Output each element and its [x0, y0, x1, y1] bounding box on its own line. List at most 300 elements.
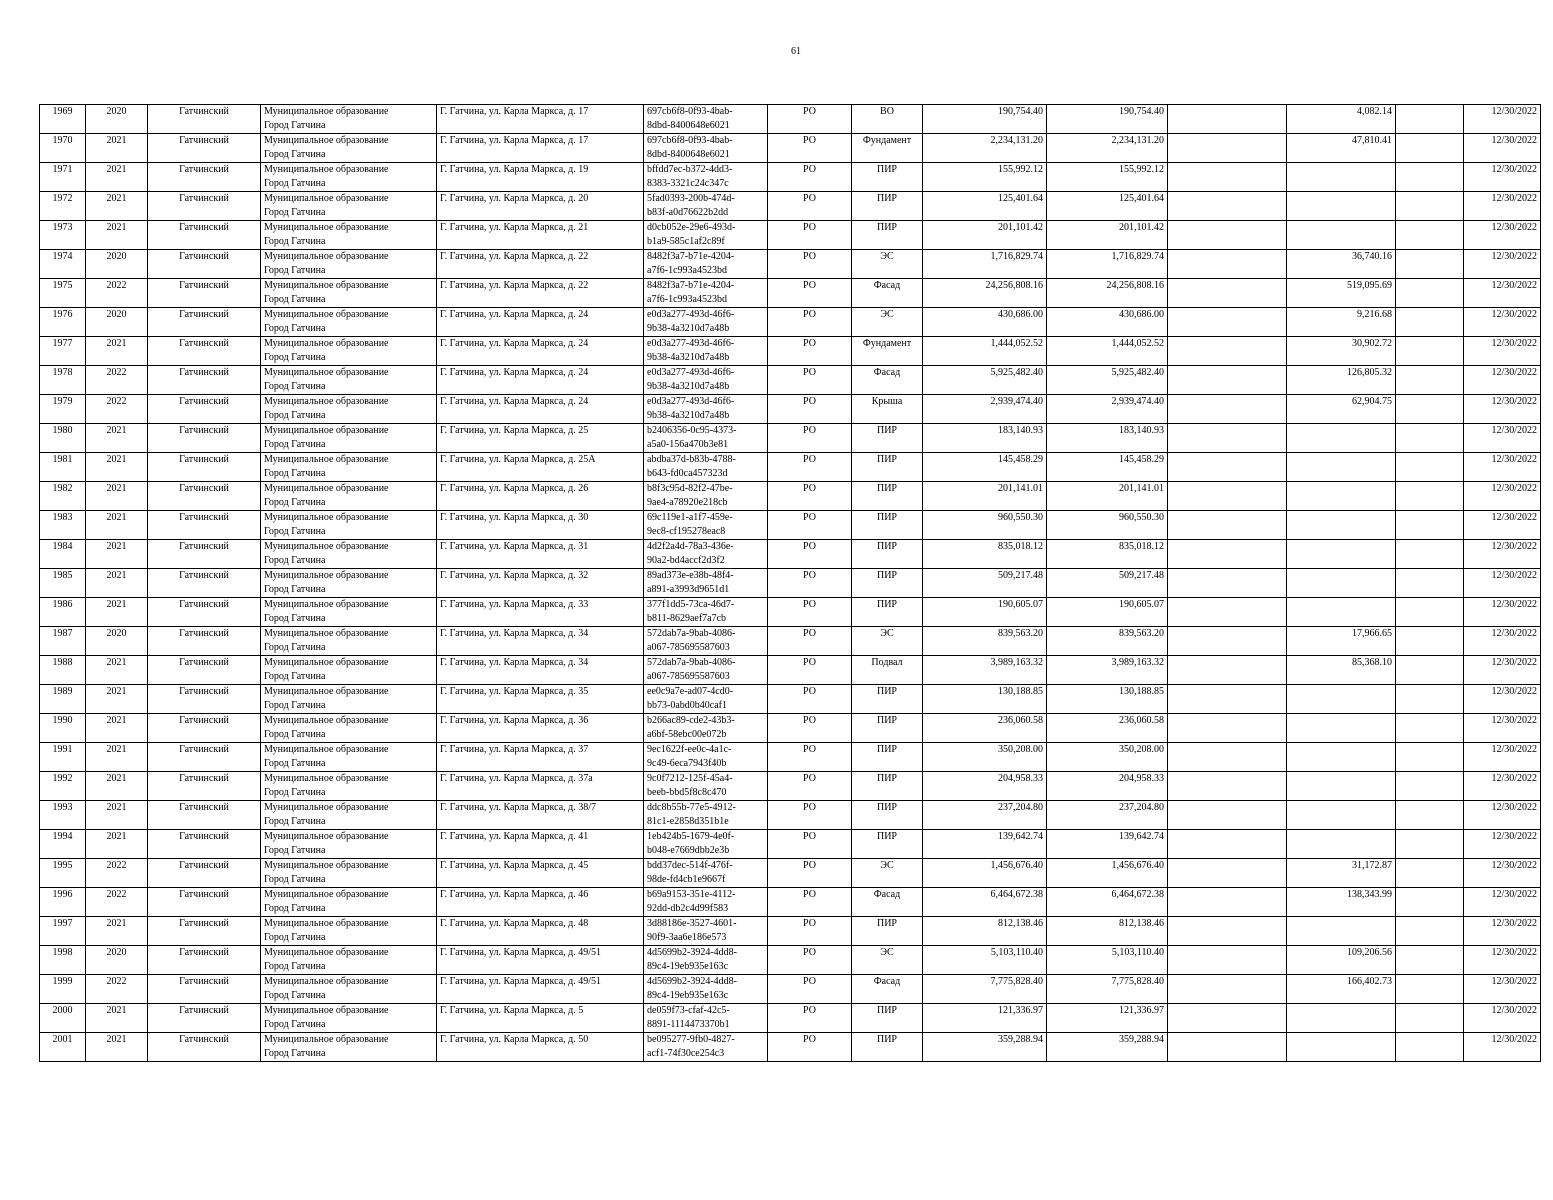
cell-guid — [644, 917, 768, 946]
cell-number: 1990 — [40, 714, 86, 743]
cell-cost-total: 155,992.12 — [1047, 163, 1168, 192]
cell-number: 1995 — [40, 859, 86, 888]
cell-empty — [1168, 859, 1287, 888]
cell-share: 17,966.65 — [1287, 627, 1396, 656]
cell-number: 1988 — [40, 656, 86, 685]
cell-year: 2021 — [86, 917, 148, 946]
table-row — [40, 511, 1541, 540]
cell-municipality-line-1: Муниципальное образование — [264, 425, 389, 436]
cell-cost: 190,754.40 — [923, 105, 1047, 134]
cell-municipality — [261, 308, 437, 337]
cell-guid-line-1: e0d3a277-493d-46f6- — [647, 367, 735, 378]
cell-date: 12/30/2022 — [1464, 975, 1541, 1004]
cell-guid-line-1: 4d2f2a4d-78a3-436e- — [647, 541, 734, 552]
cell-year: 2021 — [86, 192, 148, 221]
cell-address: Г. Гатчина, ул. Карла Маркса, д. 22 — [437, 250, 644, 279]
cell-guid — [644, 627, 768, 656]
cell-number: 1973 — [40, 221, 86, 250]
cell-share: 519,095.69 — [1287, 279, 1396, 308]
cell-guid-line-2: a5a0-156a470b3e81 — [647, 439, 729, 450]
cell-empty — [1396, 627, 1464, 656]
cell-municipality-line-2: Город Гатчина — [264, 352, 326, 363]
cell-guid-line-2: beeb-bbd5f8c8c470 — [647, 787, 727, 798]
cell-address: Г. Гатчина, ул. Карла Маркса, д. 45 — [437, 859, 644, 888]
cell-cost: 960,550.30 — [923, 511, 1047, 540]
cell-share — [1287, 772, 1396, 801]
cell-cost: 201,101.42 — [923, 221, 1047, 250]
cell-empty — [1396, 888, 1464, 917]
cell-empty — [1396, 917, 1464, 946]
cell-empty — [1168, 279, 1287, 308]
cell-guid-line-2: 92dd-db2c4d99f583 — [647, 903, 729, 914]
cell-guid — [644, 308, 768, 337]
cell-work-type: ЭС — [852, 250, 923, 279]
cell-type: РО — [768, 975, 852, 1004]
cell-guid-line-2: a6bf-58ebc00e072b — [647, 729, 727, 740]
cell-year: 2021 — [86, 453, 148, 482]
cell-municipality-line-1: Муниципальное образование — [264, 280, 389, 291]
cell-year: 2021 — [86, 424, 148, 453]
cell-empty — [1168, 482, 1287, 511]
cell-district: Гатчинский — [148, 1033, 261, 1062]
cell-municipality-line-1: Муниципальное образование — [264, 222, 389, 233]
cell-guid-line-2: 9b38-4a3210d7a48b — [647, 410, 730, 421]
cell-number: 1989 — [40, 685, 86, 714]
cell-municipality — [261, 656, 437, 685]
cell-guid — [644, 453, 768, 482]
cell-municipality-line-2: Город Гатчина — [264, 381, 326, 392]
cell-municipality — [261, 917, 437, 946]
cell-empty — [1396, 656, 1464, 685]
cell-year: 2021 — [86, 1033, 148, 1062]
cell-number: 1986 — [40, 598, 86, 627]
cell-number: 1972 — [40, 192, 86, 221]
cell-date: 12/30/2022 — [1464, 395, 1541, 424]
cell-municipality-line-1: Муниципальное образование — [264, 599, 389, 610]
cell-type: РО — [768, 743, 852, 772]
cell-guid-line-2: a067-785695587603 — [647, 671, 730, 682]
cell-district: Гатчинский — [148, 1004, 261, 1033]
cell-district: Гатчинский — [148, 221, 261, 250]
cell-cost-total: 1,456,676.40 — [1047, 859, 1168, 888]
cell-municipality-line-1: Муниципальное образование — [264, 947, 389, 958]
cell-guid-line-2: 9c49-6eca7943f40b — [647, 758, 727, 769]
cell-empty — [1168, 917, 1287, 946]
cell-year: 2020 — [86, 946, 148, 975]
cell-municipality-line-1: Муниципальное образование — [264, 541, 389, 552]
cell-empty — [1396, 598, 1464, 627]
cell-share — [1287, 1033, 1396, 1062]
cell-number: 2000 — [40, 1004, 86, 1033]
cell-guid — [644, 830, 768, 859]
cell-empty — [1396, 453, 1464, 482]
cell-empty — [1396, 337, 1464, 366]
cell-guid-line-2: a7f6-1c993a4523bd — [647, 265, 727, 276]
cell-address: Г. Гатчина, ул. Карла Маркса, д. 37 — [437, 743, 644, 772]
cell-guid-line-1: ee0c9a7e-ad07-4cd0- — [647, 686, 734, 697]
cell-municipality-line-1: Муниципальное образование — [264, 396, 389, 407]
cell-guid-line-1: b8f3c95d-82f2-47be- — [647, 483, 733, 494]
cell-address: Г. Гатчина, ул. Карла Маркса, д. 17 — [437, 105, 644, 134]
cell-address: Г. Гатчина, ул. Карла Маркса, д. 26 — [437, 482, 644, 511]
cell-date: 12/30/2022 — [1464, 511, 1541, 540]
cell-type: РО — [768, 830, 852, 859]
cell-district: Гатчинский — [148, 656, 261, 685]
cell-year: 2021 — [86, 511, 148, 540]
table-row — [40, 105, 1541, 134]
cell-district: Гатчинский — [148, 424, 261, 453]
cell-type: РО — [768, 250, 852, 279]
cell-municipality — [261, 772, 437, 801]
cell-type: РО — [768, 453, 852, 482]
cell-year: 2022 — [86, 975, 148, 1004]
cell-number: 1991 — [40, 743, 86, 772]
cell-municipality-line-1: Муниципальное образование — [264, 918, 389, 929]
cell-municipality-line-1: Муниципальное образование — [264, 454, 389, 465]
cell-district: Гатчинский — [148, 482, 261, 511]
cell-guid — [644, 714, 768, 743]
cell-empty — [1396, 308, 1464, 337]
cell-guid — [644, 975, 768, 1004]
cell-guid — [644, 192, 768, 221]
cell-empty — [1396, 482, 1464, 511]
cell-number: 1984 — [40, 540, 86, 569]
cell-address: Г. Гатчина, ул. Карла Маркса, д. 46 — [437, 888, 644, 917]
cell-empty — [1168, 1033, 1287, 1062]
cell-type: РО — [768, 685, 852, 714]
cell-empty — [1168, 772, 1287, 801]
cell-empty — [1396, 163, 1464, 192]
table-row — [40, 859, 1541, 888]
cell-cost-total: 2,939,474.40 — [1047, 395, 1168, 424]
cell-municipality-line-1: Муниципальное образование — [264, 802, 389, 813]
cell-address: Г. Гатчина, ул. Карла Маркса, д. 24 — [437, 395, 644, 424]
cell-guid — [644, 163, 768, 192]
cell-year: 2022 — [86, 366, 148, 395]
cell-guid-line-1: 5fad0393-200b-474d- — [647, 193, 735, 204]
cell-cost: 1,456,676.40 — [923, 859, 1047, 888]
cell-work-type: Фасад — [852, 366, 923, 395]
cell-work-type: ЭС — [852, 859, 923, 888]
cell-guid-line-1: 3d88186e-3527-4601- — [647, 918, 737, 929]
cell-address: Г. Гатчина, ул. Карла Маркса, д. 38/7 — [437, 801, 644, 830]
cell-empty — [1168, 105, 1287, 134]
cell-cost-total: 812,138.46 — [1047, 917, 1168, 946]
cell-year: 2020 — [86, 308, 148, 337]
cell-municipality — [261, 1004, 437, 1033]
cell-guid — [644, 250, 768, 279]
cell-municipality-line-2: Город Гатчина — [264, 1019, 326, 1030]
cell-guid — [644, 395, 768, 424]
cell-address: Г. Гатчина, ул. Карла Маркса, д. 22 — [437, 279, 644, 308]
cell-type: РО — [768, 656, 852, 685]
cell-address: Г. Гатчина, ул. Карла Маркса, д. 34 — [437, 627, 644, 656]
cell-municipality-line-1: Муниципальное образование — [264, 831, 389, 842]
cell-municipality-line-2: Город Гатчина — [264, 323, 326, 334]
table-row — [40, 134, 1541, 163]
cell-municipality — [261, 830, 437, 859]
cell-address: Г. Гатчина, ул. Карла Маркса, д. 17 — [437, 134, 644, 163]
table-row — [40, 598, 1541, 627]
cell-work-type: ПИР — [852, 511, 923, 540]
cell-number: 1985 — [40, 569, 86, 598]
cell-guid — [644, 134, 768, 163]
cell-municipality-line-2: Город Гатчина — [264, 468, 326, 479]
cell-empty — [1396, 801, 1464, 830]
cell-municipality-line-2: Город Гатчина — [264, 816, 326, 827]
cell-share — [1287, 830, 1396, 859]
cell-type: РО — [768, 134, 852, 163]
cell-cost-total: 201,101.42 — [1047, 221, 1168, 250]
cell-address: Г. Гатчина, ул. Карла Маркса, д. 25А — [437, 453, 644, 482]
table-row — [40, 453, 1541, 482]
cell-guid-line-2: a891-a3993d9651d1 — [647, 584, 730, 595]
cell-type: РО — [768, 714, 852, 743]
cell-cost: 121,336.97 — [923, 1004, 1047, 1033]
cell-work-type: ЭС — [852, 946, 923, 975]
cell-municipality-line-1: Муниципальное образование — [264, 164, 389, 175]
cell-work-type: Фасад — [852, 888, 923, 917]
cell-type: РО — [768, 946, 852, 975]
cell-work-type: ПИР — [852, 424, 923, 453]
cell-number: 1979 — [40, 395, 86, 424]
cell-type: РО — [768, 1004, 852, 1033]
cell-share: 4,082.14 — [1287, 105, 1396, 134]
cell-guid-line-1: e0d3a277-493d-46f6- — [647, 338, 735, 349]
cell-empty — [1396, 714, 1464, 743]
cell-empty — [1168, 714, 1287, 743]
cell-cost: 2,234,131.20 — [923, 134, 1047, 163]
cell-municipality-line-2: Город Гатчина — [264, 207, 326, 218]
cell-year: 2022 — [86, 888, 148, 917]
table-row — [40, 627, 1541, 656]
cell-cost-total: 350,208.00 — [1047, 743, 1168, 772]
cell-cost: 183,140.93 — [923, 424, 1047, 453]
cell-cost-total: 204,958.33 — [1047, 772, 1168, 801]
cell-guid — [644, 366, 768, 395]
cell-guid-line-2: 9ae4-a78920e218cb — [647, 497, 728, 508]
cell-cost: 237,204.80 — [923, 801, 1047, 830]
cell-municipality — [261, 395, 437, 424]
cell-date: 12/30/2022 — [1464, 714, 1541, 743]
cell-share — [1287, 192, 1396, 221]
cell-number: 1975 — [40, 279, 86, 308]
cell-date: 12/30/2022 — [1464, 134, 1541, 163]
cell-guid-line-1: bffdd7ec-b372-4dd3- — [647, 164, 733, 175]
table-row — [40, 540, 1541, 569]
cell-cost-total: 201,141.01 — [1047, 482, 1168, 511]
cell-year: 2021 — [86, 656, 148, 685]
cell-work-type: ПИР — [852, 743, 923, 772]
cell-district: Гатчинский — [148, 859, 261, 888]
cell-number: 1992 — [40, 772, 86, 801]
cell-municipality — [261, 511, 437, 540]
cell-municipality-line-2: Город Гатчина — [264, 903, 326, 914]
cell-guid-line-1: 8482f3a7-b71e-4204- — [647, 280, 735, 291]
cell-guid-line-2: 90f9-3aa6e186e573 — [647, 932, 727, 943]
cell-district: Гатчинский — [148, 714, 261, 743]
cell-year: 2020 — [86, 105, 148, 134]
cell-guid-line-1: 9c0f7212-125f-45a4- — [647, 773, 733, 784]
cell-guid-line-2: 89c4-19eb935e163c — [647, 961, 729, 972]
cell-cost-total: 236,060.58 — [1047, 714, 1168, 743]
cell-district: Гатчинский — [148, 192, 261, 221]
cell-municipality — [261, 453, 437, 482]
cell-guid — [644, 888, 768, 917]
cell-guid-line-1: abdba37d-b83b-4788- — [647, 454, 736, 465]
table-row — [40, 946, 1541, 975]
table-row — [40, 714, 1541, 743]
cell-empty — [1168, 598, 1287, 627]
cell-guid-line-1: b69a9153-351e-4112- — [647, 889, 736, 900]
cell-cost-total: 125,401.64 — [1047, 192, 1168, 221]
cell-municipality-line-1: Муниципальное образование — [264, 773, 389, 784]
cell-work-type: ПИР — [852, 598, 923, 627]
cell-guid-line-1: 572dab7a-9bab-4086- — [647, 628, 736, 639]
cell-empty — [1396, 250, 1464, 279]
cell-guid-line-2: b811-8629aef7a7cb — [647, 613, 727, 624]
cell-municipality — [261, 685, 437, 714]
cell-year: 2021 — [86, 540, 148, 569]
cell-district: Гатчинский — [148, 569, 261, 598]
cell-guid — [644, 221, 768, 250]
cell-cost-total: 6,464,672.38 — [1047, 888, 1168, 917]
cell-municipality-line-1: Муниципальное образование — [264, 570, 389, 581]
cell-guid-line-1: b266ac89-cde2-43b3- — [647, 715, 735, 726]
cell-guid-line-2: 9b38-4a3210d7a48b — [647, 381, 730, 392]
cell-municipality-line-1: Муниципальное образование — [264, 251, 389, 262]
cell-guid — [644, 598, 768, 627]
cell-municipality-line-2: Город Гатчина — [264, 149, 326, 160]
cell-year: 2021 — [86, 801, 148, 830]
cell-share: 85,368.10 — [1287, 656, 1396, 685]
cell-type: РО — [768, 511, 852, 540]
cell-cost: 1,444,052.52 — [923, 337, 1047, 366]
cell-municipality-line-2: Город Гатчина — [264, 990, 326, 1001]
cell-work-type: ПИР — [852, 540, 923, 569]
cell-guid — [644, 801, 768, 830]
cell-type: РО — [768, 279, 852, 308]
cell-cost-total: 839,563.20 — [1047, 627, 1168, 656]
table-row — [40, 685, 1541, 714]
table-row — [40, 743, 1541, 772]
cell-number: 1982 — [40, 482, 86, 511]
table-row — [40, 250, 1541, 279]
cell-share — [1287, 743, 1396, 772]
table-row — [40, 482, 1541, 511]
cell-empty — [1168, 656, 1287, 685]
cell-number: 1987 — [40, 627, 86, 656]
cell-work-type: ПИР — [852, 830, 923, 859]
cell-empty — [1396, 134, 1464, 163]
cell-cost: 812,138.46 — [923, 917, 1047, 946]
cell-year: 2022 — [86, 859, 148, 888]
table-row — [40, 424, 1541, 453]
cell-date: 12/30/2022 — [1464, 192, 1541, 221]
cell-cost: 139,642.74 — [923, 830, 1047, 859]
cell-empty — [1168, 888, 1287, 917]
cell-guid — [644, 1004, 768, 1033]
cell-work-type: ПИР — [852, 221, 923, 250]
cell-municipality — [261, 946, 437, 975]
cell-municipality — [261, 424, 437, 453]
cell-address: Г. Гатчина, ул. Карла Маркса, д. 49/51 — [437, 946, 644, 975]
cell-work-type: ПИР — [852, 685, 923, 714]
cell-empty — [1396, 772, 1464, 801]
cell-work-type: ПИР — [852, 917, 923, 946]
cell-date: 12/30/2022 — [1464, 830, 1541, 859]
cell-type: РО — [768, 859, 852, 888]
cell-cost: 155,992.12 — [923, 163, 1047, 192]
cell-municipality-line-1: Муниципальное образование — [264, 1034, 389, 1045]
cell-date: 12/30/2022 — [1464, 453, 1541, 482]
cell-guid-line-2: 90a2-bd4accf2d3f2 — [647, 555, 725, 566]
cell-year: 2021 — [86, 714, 148, 743]
cell-guid-line-2: bb73-0abd0b40caf1 — [647, 700, 727, 711]
cell-number: 2001 — [40, 1033, 86, 1062]
cell-municipality — [261, 743, 437, 772]
cell-municipality-line-2: Город Гатчина — [264, 874, 326, 885]
cell-number: 1970 — [40, 134, 86, 163]
cell-share: 30,902.72 — [1287, 337, 1396, 366]
cell-cost-total: 24,256,808.16 — [1047, 279, 1168, 308]
cell-number: 1981 — [40, 453, 86, 482]
table-row — [40, 801, 1541, 830]
table-row — [40, 221, 1541, 250]
cell-work-type: Фасад — [852, 975, 923, 1004]
cell-type: РО — [768, 163, 852, 192]
cell-empty — [1168, 743, 1287, 772]
cell-work-type: Фундамент — [852, 134, 923, 163]
cell-guid-line-2: b83f-a0d76622b2dd — [647, 207, 729, 218]
cell-district: Гатчинский — [148, 685, 261, 714]
cell-guid-line-1: be095277-9fb0-4827- — [647, 1034, 735, 1045]
cell-empty — [1396, 511, 1464, 540]
cell-cost: 204,958.33 — [923, 772, 1047, 801]
cell-type: РО — [768, 337, 852, 366]
cell-date: 12/30/2022 — [1464, 279, 1541, 308]
cell-cost-total: 139,642.74 — [1047, 830, 1168, 859]
table-row — [40, 1033, 1541, 1062]
table-row — [40, 366, 1541, 395]
cell-guid-line-1: 8482f3a7-b71e-4204- — [647, 251, 735, 262]
cell-type: РО — [768, 540, 852, 569]
cell-year: 2022 — [86, 279, 148, 308]
cell-empty — [1168, 569, 1287, 598]
cell-type: РО — [768, 598, 852, 627]
cell-cost-total: 5,925,482.40 — [1047, 366, 1168, 395]
cell-number: 1999 — [40, 975, 86, 1004]
cell-empty — [1396, 685, 1464, 714]
cell-date: 12/30/2022 — [1464, 569, 1541, 598]
cell-date: 12/30/2022 — [1464, 598, 1541, 627]
cell-share — [1287, 598, 1396, 627]
cell-cost: 5,925,482.40 — [923, 366, 1047, 395]
cell-share: 36,740.16 — [1287, 250, 1396, 279]
cell-type: РО — [768, 772, 852, 801]
cell-share — [1287, 163, 1396, 192]
cell-year: 2021 — [86, 163, 148, 192]
cell-cost-total: 960,550.30 — [1047, 511, 1168, 540]
cell-cost-total: 3,989,163.32 — [1047, 656, 1168, 685]
cell-municipality-line-2: Город Гатчина — [264, 584, 326, 595]
table-row — [40, 395, 1541, 424]
cell-empty — [1396, 946, 1464, 975]
cell-share — [1287, 424, 1396, 453]
cell-municipality — [261, 105, 437, 134]
cell-date: 12/30/2022 — [1464, 250, 1541, 279]
cell-number: 1998 — [40, 946, 86, 975]
